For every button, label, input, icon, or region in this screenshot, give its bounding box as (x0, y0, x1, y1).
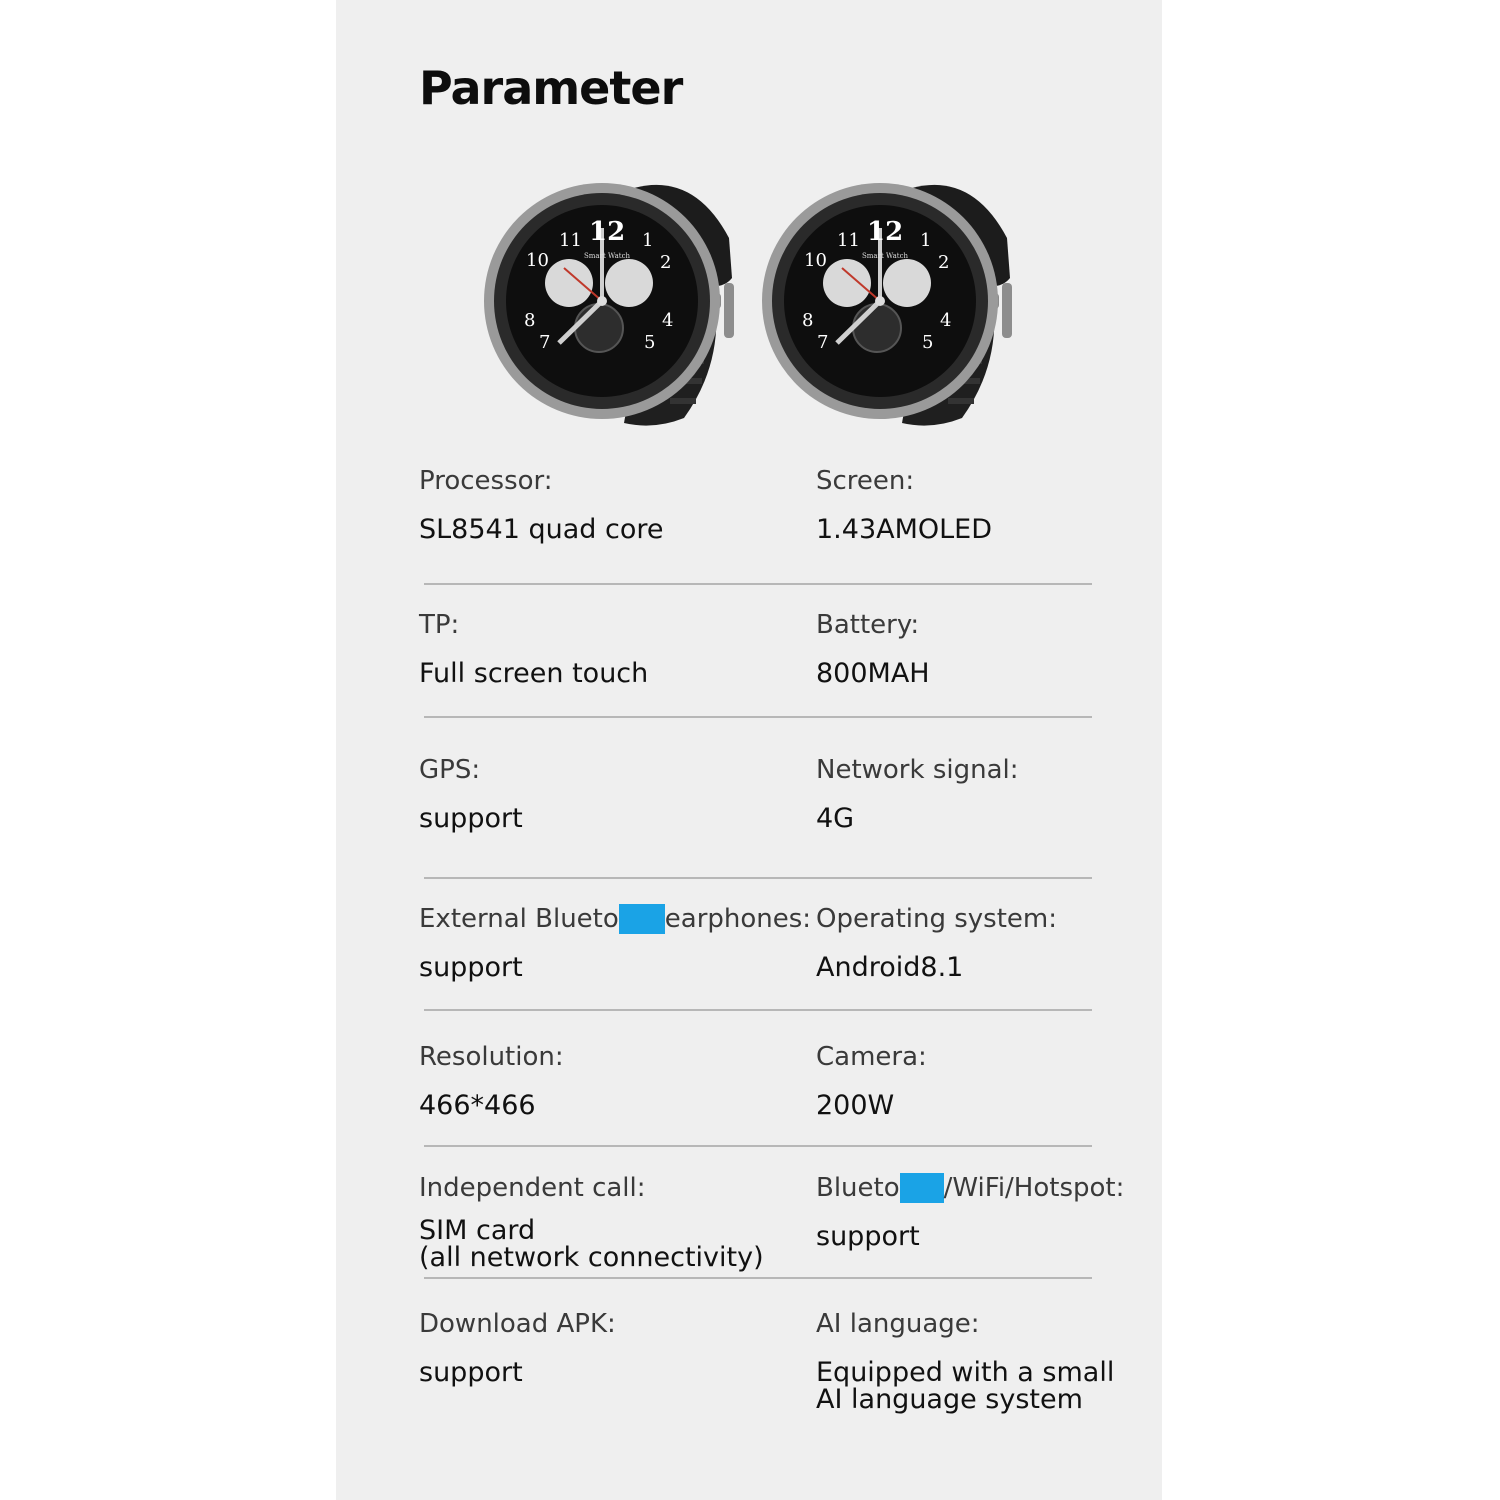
spec-label-bt-wifi (816, 1173, 1136, 1203)
label-part-before: External Blueto (419, 904, 619, 934)
spec-value-bt-wifi: support (816, 1221, 920, 1252)
spec-bt-earphones (419, 904, 812, 983)
spec-label-gps: GPS: (419, 755, 481, 785)
spec-label-bt-earphones (419, 904, 812, 934)
spec-ai (816, 1309, 1146, 1413)
dial-numeral-2: 2 (938, 252, 950, 273)
dial-numeral-12: 12 (867, 217, 904, 247)
spec-value-gps: support (419, 803, 523, 834)
row-divider (424, 1145, 1092, 1147)
dial-numeral-11: 11 (559, 230, 582, 251)
spec-value-processor: SL8541 quad core (419, 514, 664, 545)
dial-numeral-11: 11 (837, 230, 860, 251)
spec-call (419, 1173, 809, 1271)
spec-value-os: Android8.1 (816, 952, 964, 983)
spec-value-apk: support (419, 1357, 523, 1388)
dial-numeral-7: 7 (817, 332, 829, 353)
spec-processor (419, 466, 809, 543)
value-line: (all network connectivity) (419, 1242, 764, 1273)
watch-image-left (484, 168, 746, 430)
watch-image-right (762, 168, 1024, 430)
redaction-block (900, 1173, 944, 1203)
page-title: Parameter (419, 61, 683, 115)
spec-value-camera: 200W (816, 1090, 895, 1121)
dial-brand-text: Smart Watch (584, 252, 630, 260)
dial-brand-text: Smart Watch (862, 252, 908, 260)
spec-value-call (419, 1217, 809, 1271)
dial-numeral-1: 1 (920, 230, 932, 251)
spec-resolution (419, 1042, 809, 1119)
spec-os (816, 904, 1136, 981)
spec-value-resolution: 466*466 (419, 1090, 536, 1121)
dial-numeral-1: 1 (642, 230, 654, 251)
smartwatch-illustration (484, 168, 746, 430)
row-divider (424, 716, 1092, 718)
row-divider (424, 1277, 1092, 1279)
dial-numeral-7: 7 (539, 332, 551, 353)
dial-numeral-4: 4 (940, 310, 952, 331)
spec-label-os: Operating system: (816, 904, 1058, 934)
spec-apk (419, 1309, 809, 1386)
spec-value-ai (816, 1359, 1146, 1413)
content-panel (336, 0, 1162, 1500)
label-part-after: earphones: (664, 904, 812, 934)
spec-label-apk: Download APK: (419, 1309, 616, 1339)
spec-gps (419, 755, 809, 832)
spec-label-tp: TP: (419, 610, 460, 640)
dial-numeral-4: 4 (662, 310, 674, 331)
spec-value-network: 4G (816, 803, 855, 834)
label-part-before: Blueto (816, 1173, 900, 1203)
row-divider (424, 1009, 1092, 1011)
spec-label-network: Network signal: (816, 755, 1019, 785)
spec-value-battery: 800MAH (816, 658, 930, 689)
value-line: SIM card (419, 1215, 536, 1246)
spec-label-processor: Processor: (419, 466, 553, 496)
spec-tp (419, 610, 809, 687)
spec-network (816, 755, 1136, 832)
spec-value-screen: 1.43AMOLED (816, 514, 993, 545)
row-divider (424, 877, 1092, 879)
spec-value-tp: Full screen touch (419, 658, 649, 689)
spec-battery (816, 610, 1136, 687)
dial-numeral-8: 8 (802, 310, 814, 331)
spec-label-resolution: Resolution: (419, 1042, 564, 1072)
spec-label-screen: Screen: (816, 466, 915, 496)
dial-numeral-5: 5 (644, 332, 656, 353)
value-line: AI language system (816, 1384, 1083, 1415)
spec-label-ai: AI language: (816, 1309, 980, 1339)
spec-label-battery: Battery: (816, 610, 920, 640)
dial-numeral-8: 8 (524, 310, 536, 331)
spec-label-camera: Camera: (816, 1042, 927, 1072)
spec-screen (816, 466, 1136, 543)
dial-numeral-10: 10 (526, 250, 549, 271)
spec-label-call: Independent call: (419, 1173, 646, 1203)
smartwatch-illustration (762, 168, 1024, 430)
spec-bt-wifi (816, 1173, 1136, 1250)
spec-value-bt-earphones: support (419, 952, 523, 983)
value-line: Equipped with a small (816, 1357, 1115, 1388)
dial-numeral-12: 12 (589, 217, 626, 247)
dial-numeral-5: 5 (922, 332, 934, 353)
redaction-block (619, 904, 665, 934)
dial-numeral-10: 10 (804, 250, 827, 271)
label-part-after: /WiFi/Hotspot: (943, 1173, 1125, 1203)
row-divider (424, 583, 1092, 585)
dial-numeral-2: 2 (660, 252, 672, 273)
spec-camera (816, 1042, 1136, 1119)
